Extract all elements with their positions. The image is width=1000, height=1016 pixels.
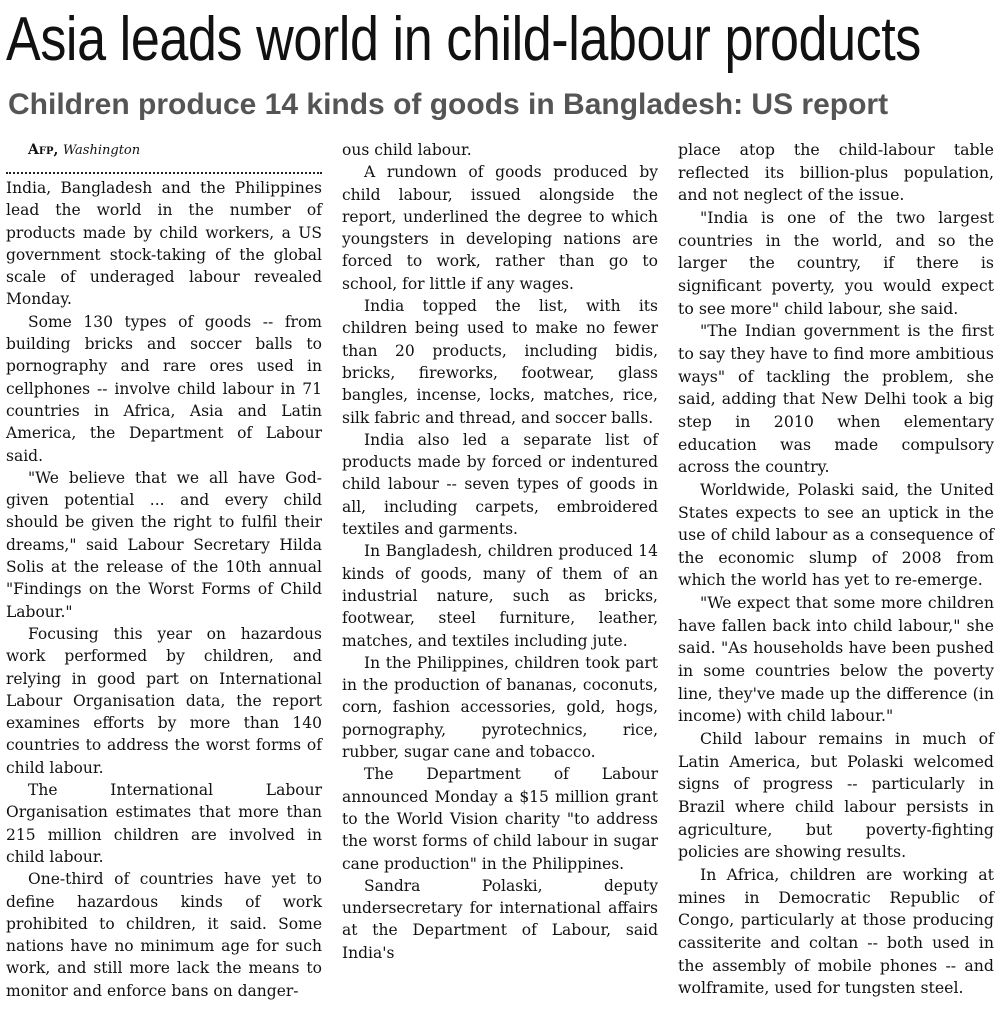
subheadline: Children produce 14 kinds of goods in Bangladesh: US report xyxy=(8,88,889,121)
paragraph: Some 130 types of goods -- from building bricks and soccer balls to pornography and rare ores used in cellphones -- involve child labour in 71 countries in Africa, Asia and Latin America, the Department of Labour said. xyxy=(6,312,322,465)
paragraph: "The Indian government is the first to say they have to find more ambitious ways" of tackling the problem, she said, adding that New Delhi took a big step in 2010 when elementary education was made compulsory across the country. xyxy=(678,321,994,477)
paragraph: Worldwide, Polaski said, the United States expects to see an uptick in the use of child labour as a consequence of the economic slump of 2008 from which the world has yet to re-emerge. xyxy=(678,479,994,590)
paragraph: Sandra Polaski, deputy undersecretary for international affairs at the Department of Labour, said India's xyxy=(342,876,658,962)
paragraph: place atop the child-labour table reflected its billion-plus population, and not neglect of the issue. xyxy=(678,140,994,205)
paragraph: The International Labour Organisation estimates that more than 215 million children are involved in child labour. xyxy=(6,781,322,866)
paragraph: India also led a separate list of products made by forced or indentured child labour -- seven types of goods in all, including carpets, embroidered textiles and garments. xyxy=(342,430,658,539)
paragraph: "We expect that some more children have fallen back into child labour," she said. "As households have been pushed in some countries below the poverty line, they've made up the difference (in income) with child labour." xyxy=(678,593,994,726)
paragraph: "We believe that we all have God-given potential ... and every child should be given the right to fulfil their dreams," said Labour Secretary Hilda Solis at the release of the 10th annual "Findings on the Worst Forms of Child Labour." xyxy=(6,468,322,621)
byline-agency: Afp, xyxy=(28,142,59,158)
paragraph: One-third of countries have yet to define hazardous kinds of work prohibited to children, it said. Some nations have no minimum age for such work, and still more lack the means to monitor and enforce bans on danger- xyxy=(6,870,322,1000)
paragraph: India, Bangladesh and the Philippines lead the world in the number of products made by child workers, a US government stock-taking of the global scale of underaged labour revealed Monday. xyxy=(6,179,322,309)
dotted-divider xyxy=(6,162,322,174)
headline: Asia leads world in child-labour products xyxy=(6,5,921,74)
paragraph: "India is one of the two largest countries in the world, and so the larger the country, if there is significant poverty, you would expect to see more" child labour, she said. xyxy=(678,207,994,318)
paragraph: India topped the list, with its children being used to make no fewer than 20 products, including bidis, bricks, fireworks, footwear, glass bangles, incense, locks, matches, rice, silk fabric and thread, and soccer balls. xyxy=(342,297,658,427)
paragraph: Focusing this year on hazardous work performed by children, and relying in good part on International Labour Organisation data, the report examines efforts by more than 140 countries to address the worst forms of child labour. xyxy=(6,624,322,777)
byline-location: Washington xyxy=(62,143,141,158)
article-column-3 xyxy=(678,139,994,1000)
article-column-1 xyxy=(6,139,322,1002)
paragraph: A rundown of goods produced by child labour, issued alongside the report, underlined the degree to which youngsters in developing nations are forced to work, rather than go to school, for little if any wages. xyxy=(342,163,658,293)
article-column-2 xyxy=(342,139,658,964)
paragraph: In the Philippines, children took part in the production of bananas, coconuts, corn, fashion accessories, gold, hogs, pornography, pyrotechnics, rice, rubber, sugar cane and tobacco. xyxy=(342,653,658,762)
paragraph: In Bangladesh, children produced 14 kinds of goods, many of them of an industrial nature, such as bricks, footwear, steel furniture, leather, matches, and textiles including jute. xyxy=(342,542,658,650)
paragraph: The Department of Labour announced Monday a $15 million grant to the World Vision charity "to address the worst forms of child labour in sugar cane production" in the Philippines. xyxy=(342,765,658,873)
byline xyxy=(6,139,322,162)
paragraph: ous child labour. xyxy=(342,141,472,159)
paragraph: In Africa, children are working at mines in Democratic Republic of Congo, particularly at those producing cassiterite and coltan -- both used in the assembly of mobile phones -- and wolframite, used for tungsten steel. xyxy=(678,865,994,998)
paragraph: Child labour remains in much of Latin America, but Polaski welcomed signs of progress -- particularly in Brazil where child labour persists in agriculture, but poverty-fighting policies are showing results. xyxy=(678,729,994,862)
